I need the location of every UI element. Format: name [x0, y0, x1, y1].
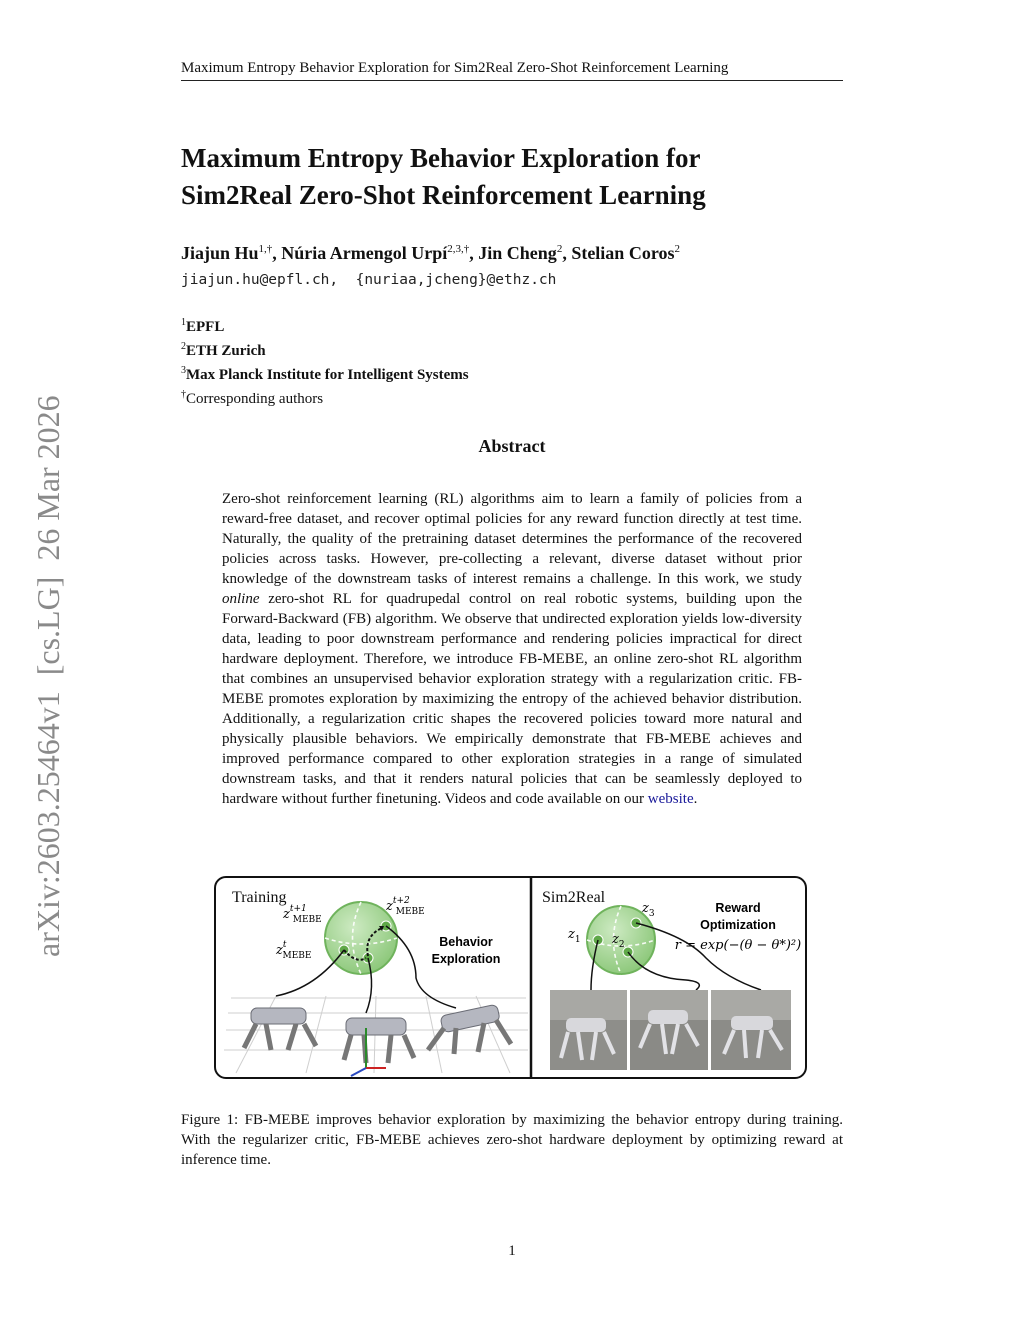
affiliation-item: $^2$ETH Zurich: [181, 341, 266, 359]
training-panel-title: Training: [232, 889, 287, 906]
paper-title: [181, 140, 881, 214]
author-affil-mark: 1,†: [258, 243, 273, 255]
page-number: 1: [508, 1243, 516, 1259]
quadruped-robot-icon: [344, 1018, 414, 1076]
author-separator: ,: [272, 243, 282, 263]
figure-1-illustration: [216, 878, 807, 1079]
caption-label: Figure 1:: [181, 1112, 239, 1128]
hardware-photo-3: [711, 990, 791, 1070]
author-affil-mark: 2,3,†: [447, 243, 470, 255]
hardware-photo-1: [550, 990, 627, 1070]
z-mebe-t-label: $z^t$ MEBE: [276, 940, 312, 961]
title-line-2: Sim2Real Zero-Shot Reinforcement Learning: [181, 180, 706, 210]
hardware-photo-2: [630, 990, 708, 1070]
sim2real-panel-title: Sim2Real: [542, 889, 606, 906]
abstract-heading: Abstract: [478, 436, 546, 456]
z1-label: $z_1$: [568, 927, 581, 945]
corresponding-note: †Corresponding authors: [181, 389, 324, 407]
caption-text: FB-MEBE improves behavior exploration by maximizing the behavior entropy during training. With the regularizer critic, FB-MEBE achieves zero-shot hardware deployment by optimizing reward at inference time.: [181, 1112, 843, 1168]
reward-formula: r = exp(−(θ − θ*)²): [674, 938, 802, 953]
abstract-body: Zero-shot reinforcement learning (RL) algorithms aim to learn a family of policies from a reward-free dataset, and recover optimal policies for any reward function directly at test time. Naturally, the quality of the pretraining dataset determines the performance of the recovered policies across tasks. However, pre-collecting a relevant, diverse dataset without prior knowledge of the downstream tasks of interest remains a challenge. In this work, we study online zero-shot RL for quadrupedal control on real robotic systems, building upon the Forward-Backward (FB) algorithm. We observe that undirected exploration yields low-diversity data, leading to poor downstream performance and rendering policies impractical for direct hardware deployment. Therefore, we introduce FB-MEBE, an online zero-shot RL algorithm that combines an unsupervised behavior exploration strategy with a regularization critic. FB-MEBE promotes exploration by maximizing the entropy of the achieved behavior distribution. Additionally, a regularization critic shapes the recovered policies toward more natural and physically plausible behaviors. We empirically demonstrate that FB-MEBE achieves and improved performance compared to other exploration strategies in a range of simulated downstream tasks, and that it renders natural policies that can be seamlessly deployed to hardware without further finetuning. Videos and code available on our website.: [222, 491, 802, 807]
author-affil-mark: 2: [556, 243, 563, 255]
affiliation-item: $^3$Max Planck Institute for Intelligent Systems: [181, 365, 469, 383]
reward-optimization-label-1: Reward: [715, 901, 761, 915]
title-line-1: Maximum Entropy Behavior Exploration for: [181, 143, 701, 173]
author-name: Jiajun Hu: [181, 243, 259, 263]
affiliations: [181, 313, 469, 409]
figure-caption: [181, 1110, 843, 1170]
quadruped-robot-icon: [244, 1008, 316, 1050]
figure-1: [214, 876, 807, 1079]
author-emails: jiajun.hu@epfl.ch, {nuriaa,jcheng}@ethz.ch: [181, 272, 557, 288]
arxiv-side-identifier: arXiv:2603.25464v1 [cs.LG] 26 Mar 2026: [30, 395, 66, 957]
author-separator: ,: [562, 243, 572, 263]
author-name: Núria Armengol Urpí: [281, 243, 448, 263]
abstract-emphasis: online: [222, 591, 260, 607]
z-mebe-t2-label: $z^{t+2}$ MEBE: [386, 896, 425, 917]
running-header: Maximum Entropy Behavior Exploration for Sim2Real Zero-Shot Reinforcement Learning: [181, 60, 843, 81]
behavior-exploration-label-2: Exploration: [431, 952, 501, 966]
author-name: Stelian Coros: [571, 243, 675, 263]
affiliation-item: $^1$EPFL: [181, 317, 225, 335]
reward-optimization-label-2: Optimization: [700, 918, 776, 932]
author-separator: ,: [469, 243, 479, 263]
z3-label: $z_3$: [642, 901, 655, 919]
author-name: Jin Cheng: [478, 243, 557, 263]
behavior-exploration-label-1: Behavior: [439, 935, 493, 949]
author-list: [181, 243, 680, 264]
z2-label: $z_2$: [612, 932, 625, 950]
z-mebe-t1-label: $z^{t+1}$ MEBE: [283, 904, 322, 925]
author-affil-mark: 2: [674, 243, 680, 255]
website-link[interactable]: website: [647, 791, 694, 807]
